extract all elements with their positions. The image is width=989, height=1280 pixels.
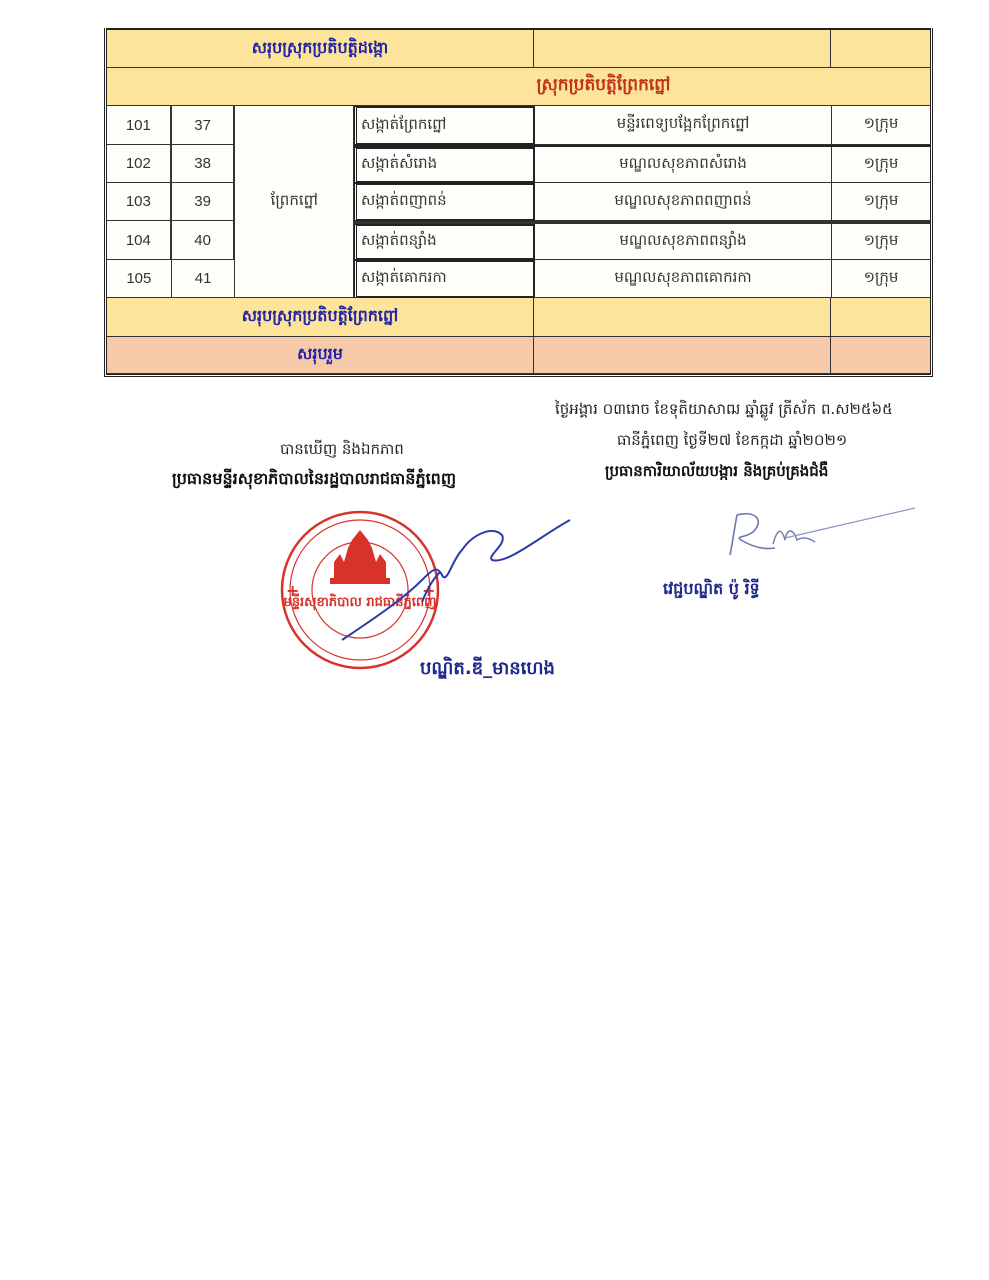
team-cell: ១ក្រុម — [832, 224, 930, 260]
subtotal-dangkao-facility-cell — [534, 30, 831, 68]
district-rows-block — [107, 106, 930, 298]
commune-cell: សង្កាត់ព្រែកព្នៅ — [354, 106, 535, 145]
subtotal-preaek-pnov-label: សរុបស្រុកប្រតិបត្តិព្រែកព្នៅ — [107, 298, 534, 337]
commune-cell: សង្កាត់សំរោង — [354, 147, 535, 183]
svg-text:+: + — [422, 581, 436, 600]
temple-emblem-icon — [330, 530, 390, 584]
right-signer-name: វេជ្ជបណ្ឌិត ប៉ូ រិទ្ធី — [663, 579, 760, 598]
facility-cell: មណ្ឌលសុខភាពសំរោង — [535, 147, 832, 183]
team-cell: ១ក្រុម — [832, 106, 930, 145]
seen-approved-text: បានឃើញ និងឯកភាព — [280, 440, 404, 458]
row-sub-no: 41 — [172, 260, 235, 298]
row-no: 103 — [107, 183, 171, 221]
row-no: 102 — [107, 145, 171, 183]
row-sub-no: 40 — [172, 221, 235, 260]
grand-total-team-cell — [831, 337, 930, 374]
grand-total-facility-cell — [534, 337, 831, 374]
facility-cell: មណ្ឌលសុខភាពពន្សាំង — [535, 224, 832, 260]
subtotal-preaek-pnov-facility-cell — [534, 298, 831, 337]
district-header-text: ស្រុកប្រតិបត្តិព្រែកព្នៅ — [536, 75, 671, 95]
table-row — [354, 260, 930, 298]
facility-rows — [354, 106, 930, 298]
table-row — [354, 183, 930, 221]
subtotal-preaek-pnov-row — [107, 298, 930, 337]
facility-cell: មន្ទីរពេទ្យបង្អែកព្រែកព្នៅ — [535, 106, 832, 145]
lunar-date: ថ្ងៃអង្គារ ០៣រោច ខែទុតិយាសាឍ ឆ្នាំឆ្លូវ ត្រីស័ក ព.ស២៥៦៥ — [555, 400, 893, 418]
row-sub-no: 37 — [172, 106, 235, 145]
subtotal-preaek-pnov-team-cell — [831, 298, 930, 337]
row-no: 105 — [107, 260, 171, 298]
grand-total-label: សរុបរួម — [107, 337, 534, 374]
right-official-title: ប្រធានការិយាល័យបង្ការ និងគ្រប់គ្រងជំងឺ — [605, 462, 829, 480]
district-name-cell: ព្រែកព្នៅ — [234, 106, 354, 298]
commune-cell: សង្កាត់ពញាពន់ — [354, 183, 535, 221]
row-no: 101 — [107, 106, 171, 145]
subtotal-dangkao-team-cell — [831, 30, 930, 68]
facility-cell: មណ្ឌលសុខភាពពញាពន់ — [535, 183, 832, 221]
table-row — [354, 221, 930, 260]
left-signer-name: បណ្ឌិត.ឌី_មានហេង — [420, 658, 555, 679]
right-signature — [715, 500, 920, 570]
subtotal-dangkao-row — [107, 28, 930, 68]
team-cell: ១ក្រុម — [832, 260, 930, 298]
facility-cell: មណ្ឌលសុខភាពគោករកា — [535, 260, 832, 298]
commune-cell: សង្កាត់គោករកា — [354, 260, 535, 298]
district-header-row — [107, 68, 930, 106]
sub-no-column — [171, 106, 235, 298]
left-official-title: ប្រធានមន្ទីរសុខាភិបាលនៃរដ្ឋបាលរាជធានីភ្នំពេញ — [172, 469, 457, 488]
no-column — [107, 106, 171, 298]
row-sub-no: 39 — [172, 183, 235, 221]
health-facility-table — [104, 28, 933, 377]
table-row — [354, 145, 930, 183]
svg-text:+: + — [286, 581, 300, 600]
team-cell: ១ក្រុម — [832, 183, 930, 221]
solar-date: ធានីភ្នំពេញ ថ្ងៃទី២៧ ខែកក្កដា ឆ្នាំ២០២១ — [617, 431, 848, 449]
table-row — [354, 106, 930, 145]
row-sub-no: 38 — [172, 145, 235, 183]
row-no: 104 — [107, 221, 171, 260]
district-header — [107, 68, 930, 106]
stamp-text: មន្ទីរសុខាភិបាល រាជធានីភ្នំពេញ — [283, 595, 437, 610]
subtotal-dangkao-label: សរុបស្រុកប្រតិបត្តិដង្កោ — [107, 30, 534, 68]
grand-total-row — [107, 337, 930, 374]
commune-cell: សង្កាត់ពន្សាំង — [354, 224, 535, 260]
team-cell: ១ក្រុម — [832, 147, 930, 183]
